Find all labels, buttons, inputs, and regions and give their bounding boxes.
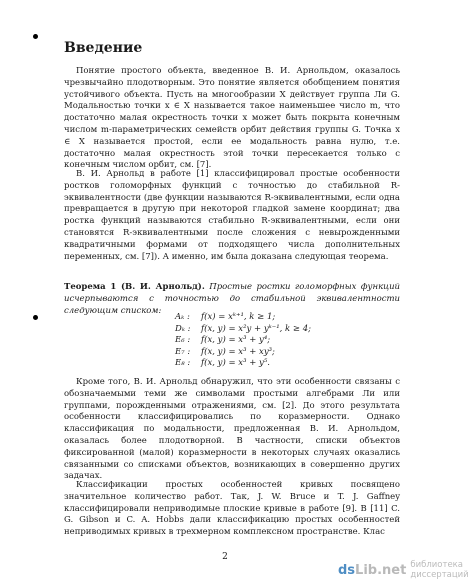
margin-dot xyxy=(33,315,38,320)
formula-row xyxy=(175,347,311,359)
paragraph-2: В. И. Арнольд в работе [1] классифицировал простые особенности ростков голоморфных функций с точностью до стабильной R-эквивалентности (две функции называются R-эквивалентными, если одна превращается в другую при некоторой гладкой замене координат; два ростка функций называются стабильно R-эквивалентными, если они становятся R-эквивалентными после сложения с невырожденными квадратичными формами от подходящего числа дополнительных переменных, см. [7]). А именно, им была доказана следующая теорема. xyxy=(64,169,400,262)
formula-label: E₆ : xyxy=(175,335,191,346)
formula-expression: f(x) = xᵏ⁺¹, k ≥ 1; xyxy=(201,312,276,322)
formula-list xyxy=(175,312,311,370)
formula-row xyxy=(175,358,311,370)
formula-row xyxy=(175,335,311,347)
formula-expression: f(x, y) = x²y + yᵏ⁻¹, k ≥ 4; xyxy=(201,323,311,334)
formula-expression: f(x, y) = x³ + xy³; xyxy=(201,346,275,357)
theorem-title: Теорема 1 (В. И. Арнольд). xyxy=(64,282,205,292)
page-number: 2 xyxy=(222,552,228,562)
formula-expression: f(x, y) = x³ + y⁵. xyxy=(201,358,270,369)
watermark-text: библиотека диссертаций xyxy=(410,560,469,580)
paragraph-1: Понятие простого объекта, введенное В. И. Арнольдом, оказалось чрезвычайно плодотворным. Это понятие является обобщением понятия устойчивого объекта. Пусть на многообразии X действует группа Ли G. Модальностью точки x ∈ X называется такое наименьшее число m, что достаточно малая окрестность точки x может быть покрыта конечным числом m-параметрических семейств орбит действия группы G. Точка x ∈ X называется простой, если ее модальность равна нулю, т.е. достаточно малая окрестность этой точки пересекается только с конечным числом орбит, см. [7]. xyxy=(64,66,400,171)
margin-dot xyxy=(33,34,38,39)
theorem-text: Простые ростки голоморфных функций исчерпываются с точностью до стабильной эквивалентности следующим списком: xyxy=(64,282,401,316)
section-heading: Введение xyxy=(64,40,143,56)
formula-row xyxy=(175,312,311,324)
formula-label: E₇ : xyxy=(175,346,191,357)
formula-expression: f(x, y) = x³ + y⁴; xyxy=(201,335,271,346)
formula-label: Dₖ : xyxy=(175,323,191,334)
formula-label: Aₖ : xyxy=(175,312,190,322)
watermark xyxy=(338,560,469,580)
paragraph-3: Кроме того, В. И. Арнольд обнаружил, что эти особенности связаны с обозначаемыми теми же символами простыми алгебрами Ли или группами, порожденными отражениями, см. [2]. До этого результата особенности классифицировались по коразмерности. Однако классификация по модальности, предложенная В. И. Арнольдом, оказалась более плодотворной. В частности, списки объектов фиксированной (малой) коразмерности в некоторых случаях оказались связанными со списками объектов, возникающих в совершенно других задачах. xyxy=(64,377,400,482)
paragraph-4: Классификации простых особенностей кривых посвящено значительное количество работ. Так, J. W. Bruce и T. J. Gaffney классифицировали неприводимые плоские кривые в работе [9]. В [11] C. G. Gibson и C. A. Hobbs дали классификацию простых особенностей неприводимых кривых в трехмерном комплексном пространстве. Клас xyxy=(64,480,400,538)
formula-row xyxy=(175,324,311,336)
formula-label: E₈ : xyxy=(175,358,191,369)
watermark-logo: dsLib.net xyxy=(338,562,407,578)
